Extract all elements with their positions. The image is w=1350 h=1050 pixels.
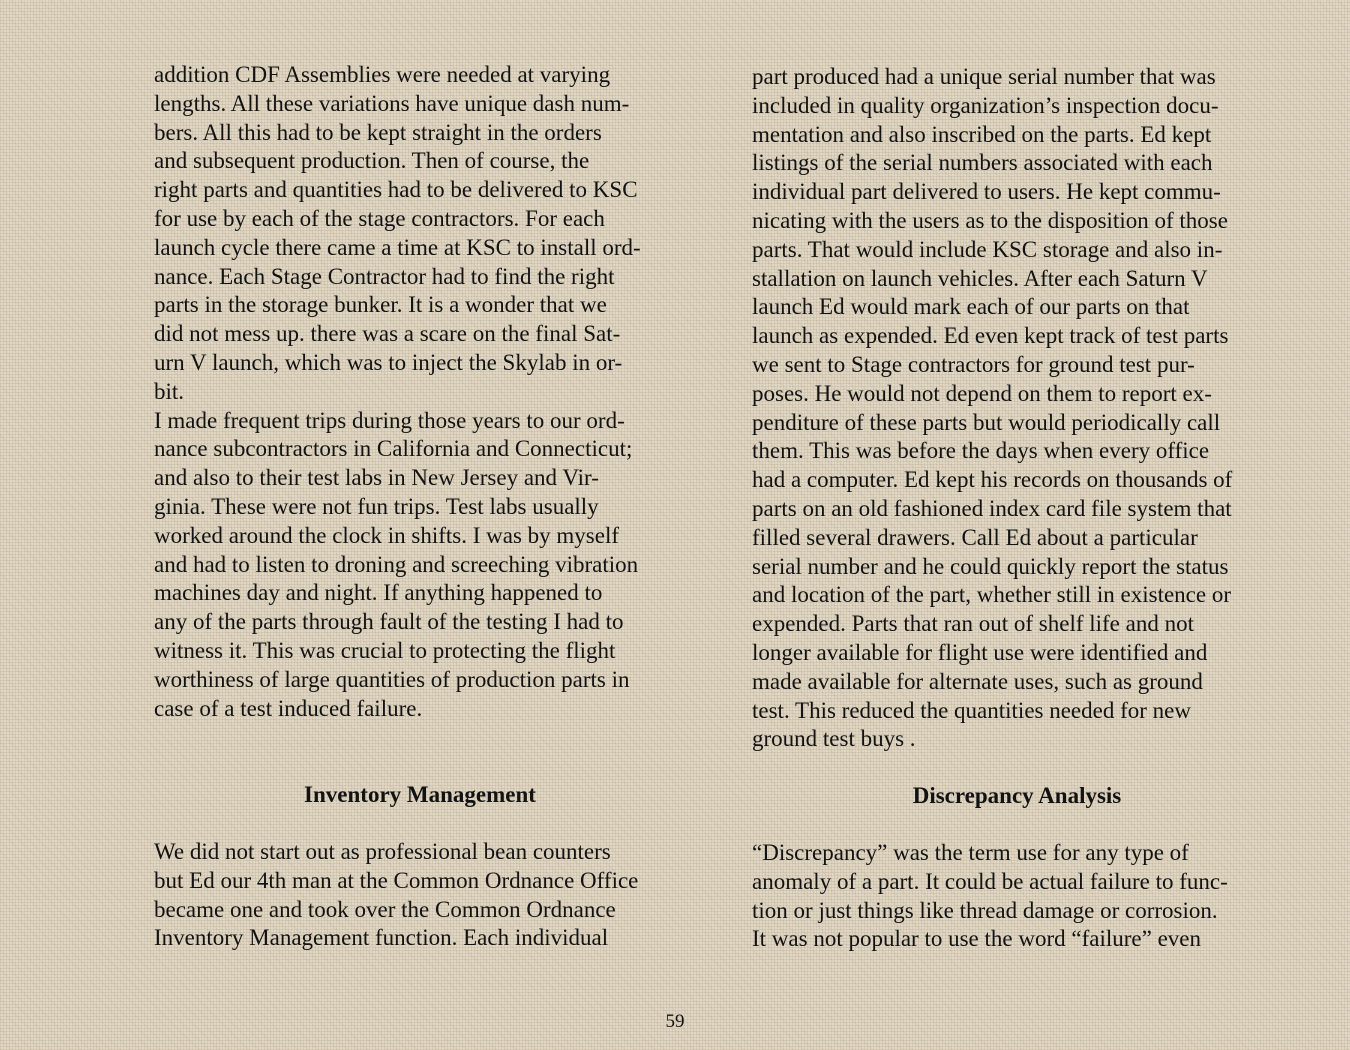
left-paragraph-ordnance-variations: addition CDF Assemblies were needed at varying lengths. All these variations have unique dash num- bers. All this had to be kept straight in the orders and subsequent production. Then of course, the right parts and quantities had to be delivered to KSC for use by each of the stage contractors. For each launch cycle there came a time at KSC to install ord- nance. Each Stage Contractor had to find the right parts in the storage bunker. It is a wonder that we did not mess up. there was a scare on the final Sat- urn V launch, which was to inject the Skylab in or- bit. <box>154 62 641 404</box>
right-column <box>752 63 1297 754</box>
left-paragraph-subcontractor-trips: I made frequent trips during those years to our ord- nance subcontractors in California and Connecticut; and also to their test labs in New Jersey and Vir- ginia. These were not fun trips. Test labs usually worked around the clock in shifts. I was by myself and had to listen to droning and screeching vibration machines day and night. If anything happened to any of the parts through fault of the testing I had to witness it. This was crucial to protecting the flight worthiness of large quantities of production parts in case of a test induced failure. <box>154 407 639 721</box>
right-paragraph-serial-numbers: part produced had a unique serial number that was included in quality organization’s inspection docu- mentation and also inscribed on the parts. Ed kept listings of the serial numbers associated with each individual part delivered to users. He kept commu- nicating with the users as to the disposition of those parts. That would include KSC storage and also in- stallation on launch vehicles. After each Saturn V launch Ed would mark each of our parts on that launch as expended. Ed even kept track of test parts we sent to Stage contractors for ground test pur- poses. He would not depend on them to report ex- penditure of these parts but would periodically call them. This was before the days when every office had a computer. Ed kept his records on thousands of parts on an old fashioned index card file system that filled several drawers. Call Ed about a particular serial number and he could quickly report the status and location of the part, whether still in existence or expended. Parts that ran out of shelf life and not longer available for flight use were identified and made available for alternate uses, such as ground test. This reduced the quantities needed for new ground test buys . <box>752 64 1233 752</box>
right-lower-block <box>752 839 1297 954</box>
left-lower-block <box>154 838 699 953</box>
section-heading-discrepancy-analysis: Discrepancy Analysis <box>912 783 1122 808</box>
section-heading-inventory-management: Inventory Management <box>304 782 536 807</box>
left-paragraph-inventory-intro: We did not start out as professional bean counters but Ed our 4th man at the Common Ordnance Office became one and took over the Common Ordnance Inventory Management function. Each individual <box>154 839 639 951</box>
left-column <box>154 61 699 723</box>
right-paragraph-discrepancy-intro: “Discrepancy” was the term use for any type of anomaly of a part. It could be actual failure to func- tion or just things like thread damage or corrosion. It was not popular to use the word “failure” even <box>752 840 1228 952</box>
page-number: 59 <box>665 1011 685 1032</box>
inventory-management-section <box>154 781 686 810</box>
discrepancy-analysis-section <box>752 782 1282 811</box>
